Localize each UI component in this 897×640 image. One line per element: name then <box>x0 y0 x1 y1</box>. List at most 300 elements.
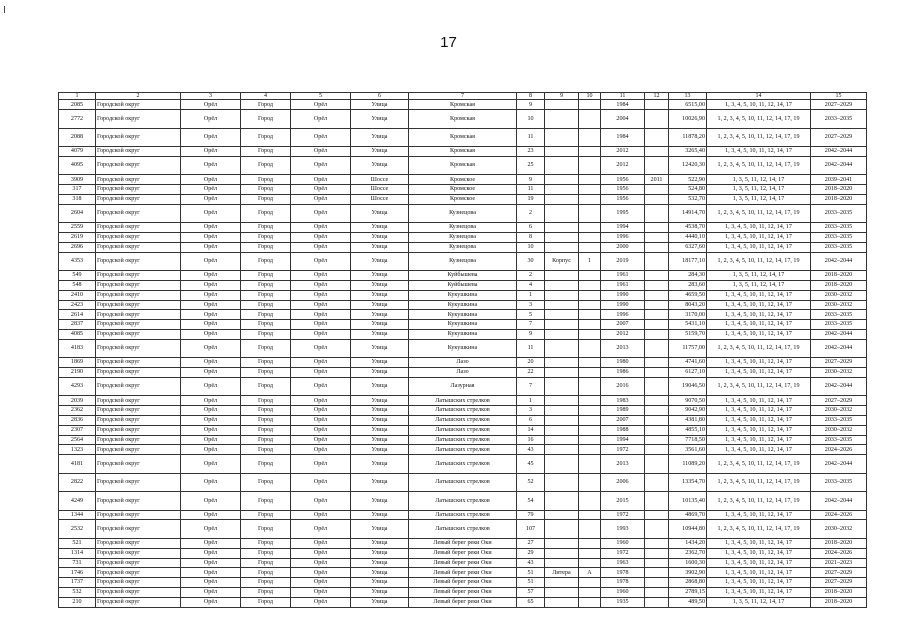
building-number-cell <box>579 204 601 223</box>
house-number-cell: 51 <box>517 568 545 578</box>
renovation-year-cell <box>645 252 669 271</box>
total-area-cell: 9070,50 <box>669 396 707 406</box>
street-name-cell: Кузнецова <box>409 204 517 223</box>
renovation-period-cell: 2027–2029 <box>811 396 867 406</box>
total-area-cell: 4855,10 <box>669 425 707 435</box>
building-number-cell <box>579 329 601 339</box>
column-header: 11 <box>601 93 645 100</box>
street-name-cell: Левый берег реки Оки <box>409 597 517 607</box>
settlement-cell: Орёл <box>291 280 351 290</box>
build-year-cell: 2013 <box>601 455 645 474</box>
work-types-cell: 1, 2, 3, 4, 5, 10, 11, 12, 14, 17, 19 <box>707 377 811 396</box>
house-number-cell: 57 <box>517 587 545 597</box>
work-types-cell: 1, 3, 4, 5, 10, 11, 12, 14, 17 <box>707 578 811 588</box>
table-row <box>59 252 867 271</box>
settlement-type-cell: Город <box>241 100 291 110</box>
building-number-cell <box>579 300 601 310</box>
street-type-cell: Улица <box>351 329 409 339</box>
record-id-cell: 731 <box>59 558 96 568</box>
building-type-cell <box>545 194 579 204</box>
settlement-cell: Орёл <box>291 377 351 396</box>
street-type-cell: Улица <box>351 548 409 558</box>
street-name-cell: Куйбышева <box>409 271 517 281</box>
street-name-cell: Кромское <box>409 194 517 204</box>
municipality-type-cell: Городской округ <box>96 252 181 271</box>
settlement-cell: Орёл <box>291 558 351 568</box>
street-type-cell: Улица <box>351 425 409 435</box>
settlement-cell: Орёл <box>291 406 351 416</box>
table-row <box>59 100 867 110</box>
column-header: 4 <box>241 93 291 100</box>
street-type-cell: Улица <box>351 473 409 492</box>
total-area-cell: 11878,20 <box>669 128 707 147</box>
municipality-cell: Орёл <box>181 110 241 129</box>
build-year-cell: 2004 <box>601 110 645 129</box>
street-type-cell: Улица <box>351 252 409 271</box>
work-types-cell: 1, 2, 3, 4, 5, 10, 11, 12, 14, 17, 19 <box>707 110 811 129</box>
municipality-cell: Орёл <box>181 587 241 597</box>
street-type-cell: Улица <box>351 435 409 445</box>
settlement-cell: Орёл <box>291 128 351 147</box>
record-id-cell: 2410 <box>59 290 96 300</box>
build-year-cell: 1996 <box>601 310 645 320</box>
total-area-cell: 3561,60 <box>669 445 707 455</box>
municipality-cell: Орёл <box>181 242 241 252</box>
building-type-cell: Литера <box>545 568 579 578</box>
settlement-type-cell: Город <box>241 329 291 339</box>
table-row <box>59 233 867 243</box>
building-number-cell <box>579 242 601 252</box>
table-row <box>59 156 867 175</box>
table-row <box>59 558 867 568</box>
municipality-type-cell: Городской округ <box>96 455 181 474</box>
total-area-cell: 18177,10 <box>669 252 707 271</box>
street-name-cell: Левый берег реки Оки <box>409 548 517 558</box>
municipality-cell: Орёл <box>181 406 241 416</box>
house-number-cell: 9 <box>517 175 545 185</box>
total-area-cell: 10944,80 <box>669 520 707 539</box>
house-number-cell: 65 <box>517 597 545 607</box>
renovation-period-cell: 2027–2029 <box>811 578 867 588</box>
street-type-cell: Улица <box>351 320 409 330</box>
street-name-cell: Левый берег реки Оки <box>409 538 517 548</box>
renovation-year-cell <box>645 435 669 445</box>
total-area-cell: 13354,70 <box>669 473 707 492</box>
renovation-year-cell <box>645 223 669 233</box>
municipality-type-cell: Городской округ <box>96 396 181 406</box>
renovation-period-cell: 2030–2032 <box>811 368 867 378</box>
settlement-cell: Орёл <box>291 568 351 578</box>
street-name-cell: Латышских стрелков <box>409 473 517 492</box>
house-number-cell: 2 <box>517 204 545 223</box>
municipality-type-cell: Городской округ <box>96 510 181 520</box>
building-type-cell <box>545 242 579 252</box>
municipality-cell: Орёл <box>181 339 241 358</box>
house-number-cell: 43 <box>517 558 545 568</box>
total-area-cell: 3170,00 <box>669 310 707 320</box>
renovation-period-cell: 2033–2035 <box>811 204 867 223</box>
column-header: 6 <box>351 93 409 100</box>
house-number-cell: 79 <box>517 510 545 520</box>
column-header: 14 <box>707 93 811 100</box>
settlement-type-cell: Город <box>241 473 291 492</box>
street-name-cell: Кромская <box>409 100 517 110</box>
renovation-year-cell <box>645 271 669 281</box>
street-name-cell: Кукушкина <box>409 320 517 330</box>
settlement-cell: Орёл <box>291 520 351 539</box>
settlement-type-cell: Город <box>241 223 291 233</box>
build-year-cell: 2007 <box>601 320 645 330</box>
municipality-cell: Орёл <box>181 435 241 445</box>
table-row <box>59 520 867 539</box>
table-row <box>59 425 867 435</box>
house-number-cell: 1 <box>517 290 545 300</box>
street-type-cell: Улица <box>351 406 409 416</box>
build-year-cell: 2007 <box>601 415 645 425</box>
renovation-period-cell: 2033–2035 <box>811 233 867 243</box>
column-header: 10 <box>579 93 601 100</box>
renovation-period-cell: 2042–2044 <box>811 492 867 511</box>
renovation-year-cell <box>645 455 669 474</box>
municipality-type-cell: Городской округ <box>96 204 181 223</box>
table-row <box>59 415 867 425</box>
renovation-period-cell: 2027–2029 <box>811 568 867 578</box>
municipality-type-cell: Городской округ <box>96 128 181 147</box>
renovation-year-cell <box>645 538 669 548</box>
street-type-cell: Улица <box>351 568 409 578</box>
record-id-cell: 2307 <box>59 425 96 435</box>
settlement-type-cell: Город <box>241 147 291 157</box>
house-number-cell: 54 <box>517 492 545 511</box>
street-type-cell: Шоссе <box>351 194 409 204</box>
municipality-type-cell: Городской округ <box>96 290 181 300</box>
street-type-cell: Улица <box>351 271 409 281</box>
municipality-type-cell: Городской округ <box>96 280 181 290</box>
street-type-cell: Улица <box>351 147 409 157</box>
street-name-cell: Кузнецова <box>409 233 517 243</box>
column-header: 5 <box>291 93 351 100</box>
settlement-cell: Орёл <box>291 110 351 129</box>
building-type-cell: Корпус <box>545 252 579 271</box>
settlement-type-cell: Город <box>241 568 291 578</box>
renovation-period-cell: 2042–2044 <box>811 329 867 339</box>
street-type-cell: Улица <box>351 597 409 607</box>
build-year-cell: 1983 <box>601 396 645 406</box>
table-row <box>59 396 867 406</box>
renovation-period-cell: 2024–2026 <box>811 445 867 455</box>
renovation-period-cell: 2042–2044 <box>811 339 867 358</box>
house-number-cell: 6 <box>517 415 545 425</box>
total-area-cell: 2789,15 <box>669 587 707 597</box>
work-types-cell: 1, 3, 4, 5, 10, 11, 12, 14, 17 <box>707 300 811 310</box>
renovation-year-cell <box>645 280 669 290</box>
total-area-cell: 1600,30 <box>669 558 707 568</box>
work-types-cell: 1, 3, 4, 5, 10, 11, 12, 14, 17 <box>707 425 811 435</box>
total-area-cell: 10135,40 <box>669 492 707 511</box>
build-year-cell: 1984 <box>601 128 645 147</box>
house-number-cell: 22 <box>517 368 545 378</box>
building-type-cell <box>545 538 579 548</box>
settlement-type-cell: Город <box>241 492 291 511</box>
municipality-cell: Орёл <box>181 320 241 330</box>
column-header: 15 <box>811 93 867 100</box>
settlement-type-cell: Город <box>241 538 291 548</box>
building-type-cell <box>545 396 579 406</box>
settlement-cell: Орёл <box>291 578 351 588</box>
street-name-cell: Куйбышева <box>409 280 517 290</box>
street-name-cell: Латышских стрелков <box>409 406 517 416</box>
house-number-cell: 6 <box>517 223 545 233</box>
building-number-cell <box>579 100 601 110</box>
work-types-cell: 1, 3, 4, 5, 10, 11, 12, 14, 17 <box>707 510 811 520</box>
work-types-cell: 1, 3, 4, 5, 10, 11, 12, 14, 17 <box>707 310 811 320</box>
municipality-cell: Орёл <box>181 290 241 300</box>
renovation-year-cell <box>645 194 669 204</box>
building-type-cell <box>545 100 579 110</box>
renovation-year-cell <box>645 128 669 147</box>
renovation-period-cell: 2024–2026 <box>811 510 867 520</box>
building-number-cell <box>579 110 601 129</box>
municipality-type-cell: Городской округ <box>96 242 181 252</box>
street-name-cell: Латышских стрелков <box>409 396 517 406</box>
renovation-period-cell: 2033–2035 <box>811 110 867 129</box>
settlement-cell: Орёл <box>291 358 351 368</box>
municipality-type-cell: Городской округ <box>96 415 181 425</box>
record-id-cell: 1869 <box>59 358 96 368</box>
renovation-period-cell: 2033–2035 <box>811 310 867 320</box>
renovation-period-cell: 2033–2035 <box>811 415 867 425</box>
municipality-type-cell: Городской округ <box>96 597 181 607</box>
street-name-cell: Кромская <box>409 156 517 175</box>
building-type-cell <box>545 175 579 185</box>
house-number-cell: 45 <box>517 455 545 474</box>
record-id-cell: 2564 <box>59 435 96 445</box>
renovation-year-cell <box>645 587 669 597</box>
municipality-type-cell: Городской округ <box>96 377 181 396</box>
record-id-cell: 4353 <box>59 252 96 271</box>
municipality-cell: Орёл <box>181 520 241 539</box>
municipality-type-cell: Городской округ <box>96 310 181 320</box>
building-number-cell: 1 <box>579 252 601 271</box>
street-type-cell: Улица <box>351 558 409 568</box>
record-id-cell: 4293 <box>59 377 96 396</box>
settlement-type-cell: Город <box>241 280 291 290</box>
municipality-cell: Орёл <box>181 329 241 339</box>
street-type-cell: Улица <box>351 377 409 396</box>
renovation-period-cell: 2018–2020 <box>811 538 867 548</box>
renovation-period-cell: 2018–2020 <box>811 587 867 597</box>
street-type-cell: Улица <box>351 204 409 223</box>
record-id-cell: 4085 <box>59 329 96 339</box>
building-number-cell <box>579 156 601 175</box>
work-types-cell: 1, 2, 3, 4, 5, 10, 11, 12, 14, 17, 19 <box>707 492 811 511</box>
work-types-cell: 1, 2, 3, 4, 5, 10, 11, 12, 14, 17, 19 <box>707 204 811 223</box>
build-year-cell: 1978 <box>601 578 645 588</box>
street-type-cell: Улица <box>351 492 409 511</box>
street-name-cell: Левый берег реки Оки <box>409 587 517 597</box>
street-type-cell: Улица <box>351 368 409 378</box>
build-year-cell: 2012 <box>601 156 645 175</box>
building-type-cell <box>545 425 579 435</box>
street-type-cell: Улица <box>351 339 409 358</box>
settlement-cell: Орёл <box>291 538 351 548</box>
total-area-cell: 4440,10 <box>669 233 707 243</box>
municipality-type-cell: Городской округ <box>96 568 181 578</box>
table-row <box>59 473 867 492</box>
settlement-cell: Орёл <box>291 252 351 271</box>
settlement-cell: Орёл <box>291 310 351 320</box>
house-number-cell: 27 <box>517 538 545 548</box>
street-type-cell: Улица <box>351 415 409 425</box>
work-types-cell: 1, 3, 5, 11, 12, 14, 17 <box>707 194 811 204</box>
work-types-cell: 1, 3, 4, 5, 10, 11, 12, 14, 17 <box>707 538 811 548</box>
record-id-cell: 521 <box>59 538 96 548</box>
renovation-year-cell <box>645 520 669 539</box>
building-number-cell <box>579 578 601 588</box>
street-type-cell: Улица <box>351 233 409 243</box>
renovation-period-cell: 2030–2032 <box>811 406 867 416</box>
settlement-type-cell: Город <box>241 233 291 243</box>
house-number-cell: 23 <box>517 147 545 157</box>
total-area-cell: 3902,90 <box>669 568 707 578</box>
street-type-cell: Улица <box>351 396 409 406</box>
record-id-cell: 3909 <box>59 175 96 185</box>
table-row <box>59 147 867 157</box>
settlement-type-cell: Город <box>241 320 291 330</box>
building-type-cell <box>545 110 579 129</box>
table-row <box>59 538 867 548</box>
record-id-cell: 1344 <box>59 510 96 520</box>
house-number-cell: 11 <box>517 128 545 147</box>
building-type-cell <box>545 455 579 474</box>
building-type-cell <box>545 377 579 396</box>
table-row <box>59 339 867 358</box>
settlement-type-cell: Город <box>241 368 291 378</box>
settlement-type-cell: Город <box>241 290 291 300</box>
renovation-period-cell: 2030–2032 <box>811 520 867 539</box>
municipality-cell: Орёл <box>181 204 241 223</box>
table-row <box>59 587 867 597</box>
renovation-year-cell <box>645 510 669 520</box>
renovation-year-cell <box>645 204 669 223</box>
total-area-cell: 6515,00 <box>669 100 707 110</box>
total-area-cell: 11089,20 <box>669 455 707 474</box>
settlement-type-cell: Город <box>241 587 291 597</box>
build-year-cell: 1980 <box>601 358 645 368</box>
table-row <box>59 223 867 233</box>
settlement-type-cell: Город <box>241 597 291 607</box>
work-types-cell: 1, 2, 3, 4, 5, 10, 11, 12, 14, 17, 19 <box>707 473 811 492</box>
record-id-cell: 210 <box>59 597 96 607</box>
record-id-cell: 2085 <box>59 100 96 110</box>
build-year-cell: 1988 <box>601 425 645 435</box>
building-type-cell <box>545 445 579 455</box>
renovation-year-cell <box>645 425 669 435</box>
building-type-cell <box>545 415 579 425</box>
street-type-cell: Улица <box>351 110 409 129</box>
municipality-cell: Орёл <box>181 358 241 368</box>
house-number-cell: 4 <box>517 280 545 290</box>
settlement-type-cell: Город <box>241 396 291 406</box>
total-area-cell: 5159,70 <box>669 329 707 339</box>
municipality-cell: Орёл <box>181 455 241 474</box>
record-id-cell: 1314 <box>59 548 96 558</box>
municipality-cell: Орёл <box>181 510 241 520</box>
renovation-period-cell: 2027–2029 <box>811 128 867 147</box>
record-id-cell: 1323 <box>59 445 96 455</box>
renovation-year-cell <box>645 242 669 252</box>
building-type-cell <box>545 147 579 157</box>
building-number-cell <box>579 587 601 597</box>
total-area-cell: 522,90 <box>669 175 707 185</box>
settlement-type-cell: Город <box>241 156 291 175</box>
settlement-type-cell: Город <box>241 128 291 147</box>
municipality-type-cell: Городской округ <box>96 492 181 511</box>
build-year-cell: 1963 <box>601 558 645 568</box>
street-type-cell: Улица <box>351 100 409 110</box>
record-id-cell: 2619 <box>59 233 96 243</box>
street-name-cell: Левый берег реки Оки <box>409 568 517 578</box>
street-name-cell: Латышских стрелков <box>409 435 517 445</box>
municipality-type-cell: Городской округ <box>96 558 181 568</box>
municipality-cell: Орёл <box>181 538 241 548</box>
settlement-type-cell: Город <box>241 339 291 358</box>
renovation-year-cell <box>645 415 669 425</box>
municipality-cell: Орёл <box>181 377 241 396</box>
municipality-cell: Орёл <box>181 185 241 195</box>
total-area-cell: 5431,10 <box>669 320 707 330</box>
total-area-cell: 19046,50 <box>669 377 707 396</box>
street-type-cell: Улица <box>351 578 409 588</box>
building-number-cell <box>579 280 601 290</box>
municipality-type-cell: Городской округ <box>96 175 181 185</box>
street-name-cell: Левый берег реки Оки <box>409 558 517 568</box>
build-year-cell: 2012 <box>601 147 645 157</box>
municipality-cell: Орёл <box>181 223 241 233</box>
work-types-cell: 1, 3, 4, 5, 10, 11, 12, 14, 17 <box>707 147 811 157</box>
house-number-cell: 7 <box>517 320 545 330</box>
municipality-cell: Орёл <box>181 425 241 435</box>
building-number-cell <box>579 194 601 204</box>
record-id-cell: 2088 <box>59 128 96 147</box>
work-types-cell: 1, 3, 4, 5, 10, 11, 12, 14, 17 <box>707 320 811 330</box>
building-number-cell <box>579 128 601 147</box>
build-year-cell: 2000 <box>601 242 645 252</box>
total-area-cell: 532,70 <box>669 194 707 204</box>
work-types-cell: 1, 3, 4, 5, 10, 11, 12, 14, 17 <box>707 558 811 568</box>
work-types-cell: 1, 2, 3, 4, 5, 10, 11, 12, 14, 17, 19 <box>707 128 811 147</box>
work-types-cell: 1, 2, 3, 4, 5, 10, 11, 12, 14, 17, 19 <box>707 455 811 474</box>
municipality-type-cell: Городской округ <box>96 110 181 129</box>
work-types-cell: 1, 3, 4, 5, 10, 11, 12, 14, 17 <box>707 587 811 597</box>
building-type-cell <box>545 128 579 147</box>
municipality-cell: Орёл <box>181 578 241 588</box>
total-area-cell: 6327,60 <box>669 242 707 252</box>
renovation-year-cell <box>645 233 669 243</box>
work-types-cell: 1, 3, 4, 5, 10, 11, 12, 14, 17 <box>707 445 811 455</box>
settlement-cell: Орёл <box>291 492 351 511</box>
building-type-cell <box>545 358 579 368</box>
municipality-type-cell: Городской округ <box>96 329 181 339</box>
building-number-cell <box>579 310 601 320</box>
record-id-cell: 2614 <box>59 310 96 320</box>
street-type-cell: Улица <box>351 242 409 252</box>
renovation-year-cell <box>645 147 669 157</box>
record-id-cell: 2696 <box>59 242 96 252</box>
column-header: 2 <box>96 93 181 100</box>
renovation-period-cell: 2021–2023 <box>811 558 867 568</box>
house-number-cell: 2 <box>517 271 545 281</box>
